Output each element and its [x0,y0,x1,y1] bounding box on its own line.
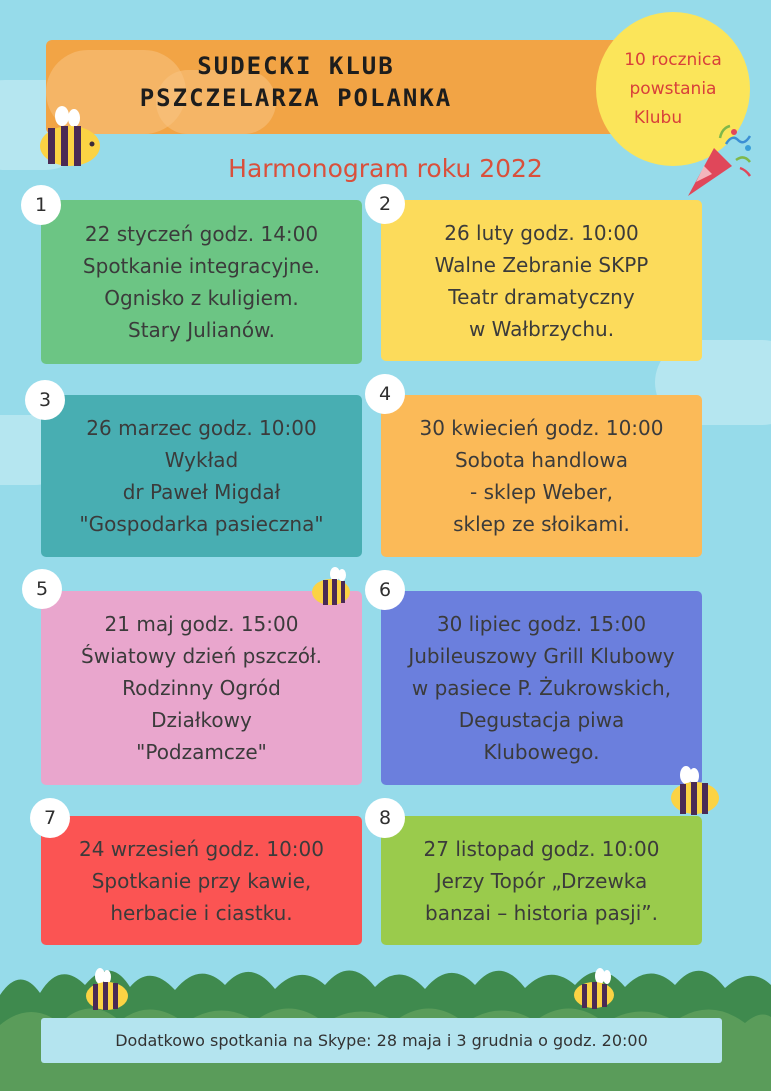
club-title-line1: SUDECKI KLUB [197,52,395,80]
bee-icon [84,968,130,1012]
event-card [381,200,702,361]
event-line: sklep ze słoikami. [453,512,630,536]
event-line: w Wałbrzychu. [468,316,615,341]
event-line: "Podzamcze" [136,740,267,764]
event-line: Sobota handlowa [454,448,629,472]
footer-note [41,1018,722,1063]
event-line: Teatr dramatyczny [448,284,635,309]
event-number-badge: 4 [365,374,405,414]
event-line: 24 wrzesień godz. 10:00 [79,836,324,861]
club-title [46,50,546,114]
event-number-badge: 8 [365,798,405,838]
event-line: - sklep Weber, [470,480,613,504]
event-line: 26 marzec godz. 10:00 [86,416,317,440]
event-card [41,816,362,945]
event-line: Rodzinny Ogród [122,676,281,700]
event-card [41,200,362,364]
event-line: Ognisko z kuligiem. [104,286,299,310]
event-card [381,816,702,945]
event-number-badge: 6 [365,570,405,610]
badge-line2: powstania [629,79,717,99]
event-line: w pasiece P. Żukrowskich, [411,676,672,700]
badge-line1: 10 rocznica [624,50,722,70]
event-number-badge: 3 [25,380,65,420]
event-line: Klubowego. [483,740,600,764]
event-line: 30 kwiecień godz. 10:00 [419,416,664,440]
event-line: 21 maj godz. 15:00 [104,612,299,636]
club-title-line2: PSZCZELARZA POLANKA [139,84,453,112]
event-card [41,591,362,785]
event-number-badge: 1 [21,185,61,225]
event-line: Degustacja piwa [458,708,625,732]
event-line: 26 luty godz. 10:00 [444,220,639,245]
event-line: Światowy dzień pszczół. [81,644,322,668]
event-card [41,395,362,557]
schedule-subtitle: Harmonogram roku 2022 [228,154,543,183]
event-line: banzai – historia pasji”. [425,900,658,925]
event-line: herbacie i ciastku. [110,900,293,925]
event-line: dr Paweł Migdał [122,480,281,504]
event-line: Jerzy Topór „Drzewka [435,868,648,893]
event-number-badge: 7 [30,798,70,838]
event-line: Walne Zebranie SKPP [434,252,649,277]
event-line: "Gospodarka pasieczna" [79,512,324,536]
event-line: Stary Julianów. [128,318,275,342]
event-line: Spotkanie przy kawie, [91,868,312,893]
event-line: 22 styczeń godz. 14:00 [84,222,319,246]
event-line: Wykład [164,448,239,472]
bee-icon [311,566,353,606]
badge-line3: Klubu [633,108,683,128]
event-card [381,591,702,785]
event-line: 27 listopad godz. 10:00 [423,836,660,861]
bee-icon [38,106,104,168]
bee-icon [670,766,722,816]
event-card [381,395,702,557]
event-line: Spotkanie integracyjne. [82,254,321,278]
event-line: Działkowy [151,708,252,732]
event-number-badge: 5 [22,569,62,609]
footer-text: Dodatkowo spotkania na Skype: 28 maja i 3 grudnia o godz. 20:00 [115,1031,648,1050]
event-number-badge: 2 [365,184,405,224]
bee-icon [572,968,618,1010]
event-line: Jubileuszowy Grill Klubowy [408,644,675,668]
event-line: 30 lipiec godz. 15:00 [436,612,647,636]
